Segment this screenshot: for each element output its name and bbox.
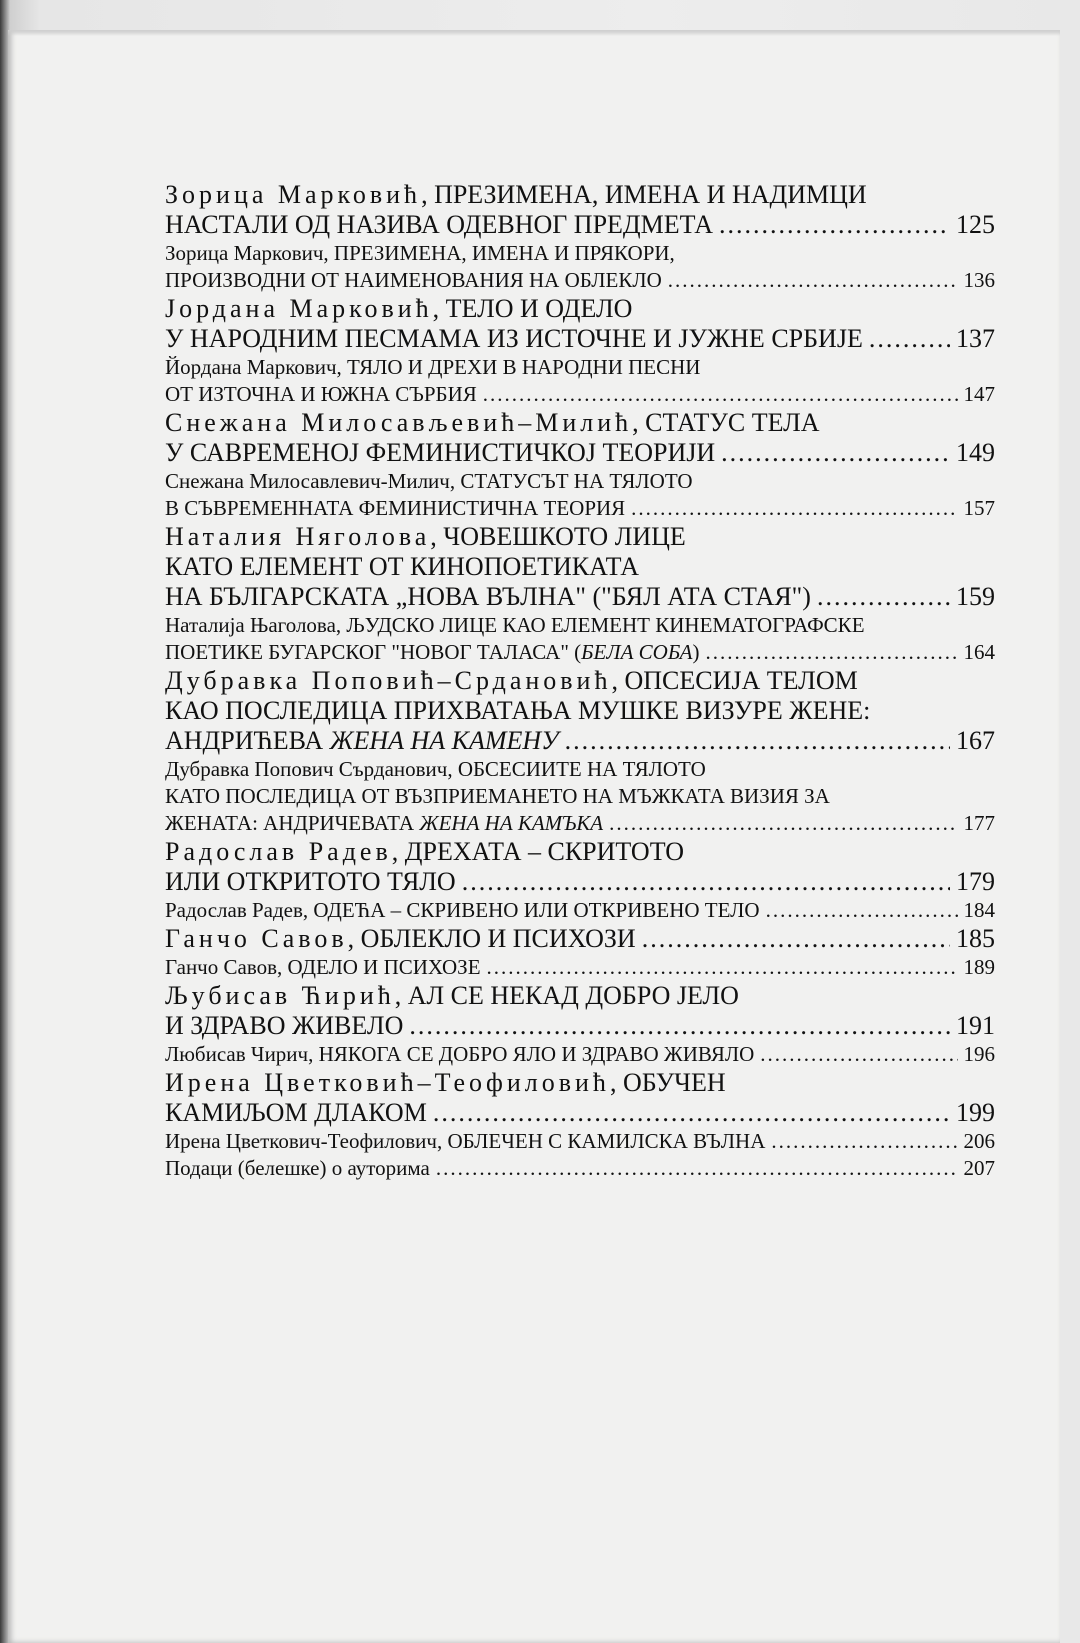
toc-entry [165, 408, 995, 468]
book-page [8, 30, 1060, 1643]
dot-leader [565, 726, 950, 756]
toc-line [165, 354, 995, 381]
title-text: , ОБЛЕКЛО И ПСИХОЗИ [347, 924, 636, 953]
dot-leader [487, 954, 958, 981]
toc-line [165, 1068, 995, 1098]
toc-line [165, 408, 995, 438]
toc-line-text [165, 469, 693, 493]
toc-line-text [165, 294, 632, 323]
toc-line-text [165, 981, 739, 1010]
author-name: Радослав Радев [165, 837, 392, 866]
toc-line-text [165, 210, 713, 240]
toc-line [165, 981, 995, 1011]
title-text: Наталија Њаголова, ЉУДСКО ЛИЦЕ КАО ЕЛЕМЕНТ КИНЕМАТОГРАФСКЕ [165, 613, 865, 637]
author-name: Зорица Марковић [165, 180, 422, 209]
dot-leader [771, 1128, 957, 1155]
toc-line [165, 240, 995, 267]
title-text: Зорица Маркович, ПРЕЗИМЕНА, ИМЕНА И ПРЯКОРИ, [165, 241, 675, 265]
italic-title: ЖЕНА НА КАМЕНУ [329, 726, 559, 755]
toc-entry [165, 354, 995, 408]
toc-line-text [165, 784, 830, 808]
toc-line-text [165, 381, 477, 408]
dot-leader [721, 438, 950, 468]
title-text: Снежана Милосавлевич-Милич, СТАТУСЪТ НА ТЯЛОТО [165, 469, 693, 493]
title-text: , АЛ СЕ НЕКАД ДОБРО ЈЕЛО [394, 981, 739, 1010]
toc-entry [165, 240, 995, 294]
toc-line-text [165, 355, 700, 379]
toc-entry [165, 897, 995, 924]
title-text: , ЧОВЕШКОТО ЛИЦЕ [430, 522, 686, 551]
toc-line [165, 696, 995, 726]
page-number: 136 [963, 268, 995, 292]
toc-entry [165, 468, 995, 522]
title-text: Ганчо Савов, ОДЕЛО И ПСИХОЗЕ [165, 955, 481, 979]
page-number: 206 [963, 1129, 995, 1153]
toc-line [165, 381, 995, 408]
toc-line [165, 756, 995, 783]
toc-line-text [165, 267, 662, 294]
author-name: Љубисав Ћирић [165, 981, 395, 1010]
author-name: Снежана Милосављевић–Милић [165, 408, 633, 437]
title-text: Подаци (белешке) о ауторима [165, 1156, 430, 1180]
toc-line-text [165, 582, 811, 612]
toc-line [165, 612, 995, 639]
toc-line-text [165, 552, 639, 581]
toc-entry [165, 666, 995, 756]
toc-entry [165, 1068, 995, 1128]
toc-line [165, 810, 995, 837]
toc-line [165, 522, 995, 552]
title-text: АНДРИЋЕВА [165, 726, 330, 755]
page-number: 147 [963, 382, 995, 406]
toc-line [165, 267, 995, 294]
toc-line [165, 837, 995, 867]
dot-leader [668, 267, 958, 294]
toc-line-text [165, 639, 700, 666]
page-number: 149 [956, 438, 995, 467]
toc-entry [165, 294, 995, 354]
dot-leader [433, 1098, 950, 1128]
toc-line-text [165, 522, 686, 551]
toc-line [165, 639, 995, 666]
author-name: Јордана Марковић [165, 294, 433, 323]
dot-leader [409, 1011, 950, 1041]
title-text: ПРОИЗВОДНИ ОТ НАИМЕНОВАНИЯ НА ОБЛЕКЛО [165, 268, 662, 292]
dot-leader [609, 810, 957, 837]
toc-line-text [165, 1041, 754, 1068]
toc-line [165, 666, 995, 696]
title-tail: ) [692, 640, 700, 664]
table-of-contents [165, 180, 995, 1182]
dot-leader [869, 324, 950, 354]
toc-line [165, 324, 995, 354]
toc-line [165, 582, 995, 612]
toc-line [165, 897, 995, 924]
title-text: У САВРЕМЕНОЈ ФЕМИНИСТИЧКОЈ ТЕОРИЈИ [165, 438, 716, 467]
title-text: ПОЕТИКЕ БУГАРСКОГ "НОВОГ ТАЛАСА" ( [165, 640, 582, 664]
toc-line [165, 468, 995, 495]
toc-line-text [165, 495, 625, 522]
title-text: , ОПСЕСИЈА ТЕЛОМ [611, 666, 858, 695]
toc-line-text [165, 1155, 430, 1182]
toc-line-text [165, 867, 456, 897]
toc-entry [165, 180, 995, 240]
toc-entry [165, 981, 995, 1041]
toc-entry [165, 1041, 995, 1068]
dot-leader [642, 924, 950, 954]
toc-line-text [165, 613, 865, 637]
dot-leader [462, 867, 950, 897]
title-text: Ирена Цветкович-Теофилович, ОБЛЕЧЕН С КАМИЛСКА ВЪЛНА [165, 1129, 766, 1153]
toc-line-text [165, 726, 559, 756]
page-number: 167 [956, 726, 995, 755]
title-text: И ЗДРАВО ЖИВЕЛО [165, 1011, 404, 1040]
toc-line [165, 495, 995, 522]
title-text: У НАРОДНИМ ПЕСМАМА ИЗ ИСТОЧНЕ И ЈУЖНЕ СРБИЈЕ [165, 324, 863, 353]
dot-leader [766, 897, 958, 924]
page-number: 189 [963, 955, 995, 979]
page-number: 179 [956, 867, 995, 896]
title-text: ОТ ИЗТОЧНА И ЮЖНА СЪРБИЯ [165, 382, 477, 406]
title-text: НА БЪЛГАРСКАТА „НОВА ВЪЛНА" ("БЯЛ АТА СТАЯ") [165, 582, 811, 611]
title-text: КАМИЉОМ ДЛАКОМ [165, 1098, 427, 1127]
dot-leader [706, 639, 958, 666]
title-text: , ДРЕХАТА – СКРИТОТО [391, 837, 685, 866]
title-text: Любисав Чирич, НЯКОГА СЕ ДОБРО ЯЛО И ЗДРАВО ЖИВЯЛО [165, 1042, 755, 1066]
page-number: 125 [956, 210, 995, 239]
dot-leader [483, 381, 958, 408]
toc-line-text [165, 837, 684, 866]
title-text: ЖЕНАТА: АНДРИЧЕВАТА [165, 811, 420, 835]
page-number: 199 [956, 1098, 995, 1127]
title-text: КАТО ЕЛЕМЕНТ ОТ КИНОПОЕТИКАТА [165, 552, 639, 581]
toc-line-text [165, 954, 481, 981]
toc-entry [165, 756, 995, 837]
dot-leader [436, 1155, 958, 1182]
toc-line-text [165, 1068, 726, 1097]
toc-line [165, 954, 995, 981]
page-number: 164 [963, 640, 995, 664]
title-text: Йордана Маркович, ТЯЛО И ДРЕХИ В НАРОДНИ ПЕСНИ [165, 355, 701, 379]
toc-line-text [165, 1128, 765, 1155]
toc-line-text [165, 180, 867, 209]
page-number: 191 [956, 1011, 995, 1040]
toc-line [165, 210, 995, 240]
title-text: Дубравка Попович Сърданович, ОБСЕСИИТЕ НА ТЯЛОТО [165, 757, 706, 781]
toc-line [165, 726, 995, 756]
page-number: 177 [963, 811, 995, 835]
title-text: , СТАТУС ТЕЛА [632, 408, 820, 437]
toc-line [165, 294, 995, 324]
toc-line [165, 1011, 995, 1041]
author-name: Наталия Няголова [165, 522, 431, 551]
dot-leader [719, 210, 950, 240]
title-text: ИЛИ ОТКРИТОТО ТЯЛО [165, 867, 456, 896]
toc-line-text [165, 924, 636, 954]
title-text: КАО ПОСЛЕДИЦА ПРИХВАТАЊА МУШКЕ ВИЗУРЕ ЖЕНЕ: [165, 696, 871, 725]
toc-line [165, 867, 995, 897]
toc-line [165, 180, 995, 210]
toc-line-text [165, 241, 675, 265]
toc-line-text [165, 666, 858, 695]
toc-line-text [165, 757, 706, 781]
toc-line-text [165, 810, 603, 837]
page-number: 157 [963, 496, 995, 520]
page-number: 196 [963, 1042, 995, 1066]
toc-line [165, 1128, 995, 1155]
toc-entry [165, 954, 995, 981]
title-text: НАСТАЛИ ОД НАЗИВА ОДЕВНОГ ПРЕДМЕТА [165, 210, 714, 239]
toc-entry [165, 1128, 995, 1182]
toc-line [165, 1155, 995, 1182]
title-text: В СЪВРЕМЕННАТА ФЕМИНИСТИЧНА ТЕОРИЯ [165, 496, 626, 520]
page-number: 185 [956, 924, 995, 953]
title-text: , ОБУЧЕН [609, 1068, 726, 1097]
author-name: Дубравка Поповић–Срдановић [165, 666, 612, 695]
toc-line-text [165, 1011, 403, 1041]
page-number: 184 [963, 898, 995, 922]
title-text: , ПРЕЗИМЕНА, ИМЕНА И НАДИМЦИ [421, 180, 867, 209]
toc-line-text [165, 1098, 427, 1128]
italic-title: БЕЛА СОБА [581, 640, 693, 664]
toc-line [165, 783, 995, 810]
toc-line-text [165, 438, 715, 468]
title-text: КАТО ПОСЛЕДИЦА ОТ ВЪЗПРИЕМАНЕТО НА МЪЖКАТА ВИЗИЯ ЗА [165, 784, 830, 808]
toc-line-text [165, 696, 870, 725]
toc-line-text [165, 897, 760, 924]
toc-entry [165, 924, 995, 954]
title-text: , ТЕЛО И ОДЕЛО [432, 294, 633, 323]
dot-leader [760, 1041, 957, 1068]
dot-leader [817, 582, 950, 612]
page-number: 137 [956, 324, 995, 353]
toc-line-text [165, 324, 863, 354]
toc-entry [165, 612, 995, 666]
author-name: Ганчо Савов [165, 924, 348, 953]
author-name: Ирена Цветковић–Теофиловић [165, 1068, 610, 1097]
toc-line [165, 438, 995, 468]
page-number: 159 [956, 582, 995, 611]
toc-entry [165, 522, 995, 612]
toc-line-text [165, 408, 820, 437]
toc-line [165, 1098, 995, 1128]
dot-leader [631, 495, 957, 522]
toc-line [165, 552, 995, 582]
title-text: Радослав Радев, ОДЕЋА – СКРИВЕНО ИЛИ ОТКРИВЕНО ТЕЛО [165, 898, 760, 922]
toc-line [165, 1041, 995, 1068]
toc-line [165, 924, 995, 954]
page-number: 207 [963, 1156, 995, 1180]
toc-entry [165, 837, 995, 897]
italic-title: ЖЕНА НА КАМЪКА [419, 811, 604, 835]
